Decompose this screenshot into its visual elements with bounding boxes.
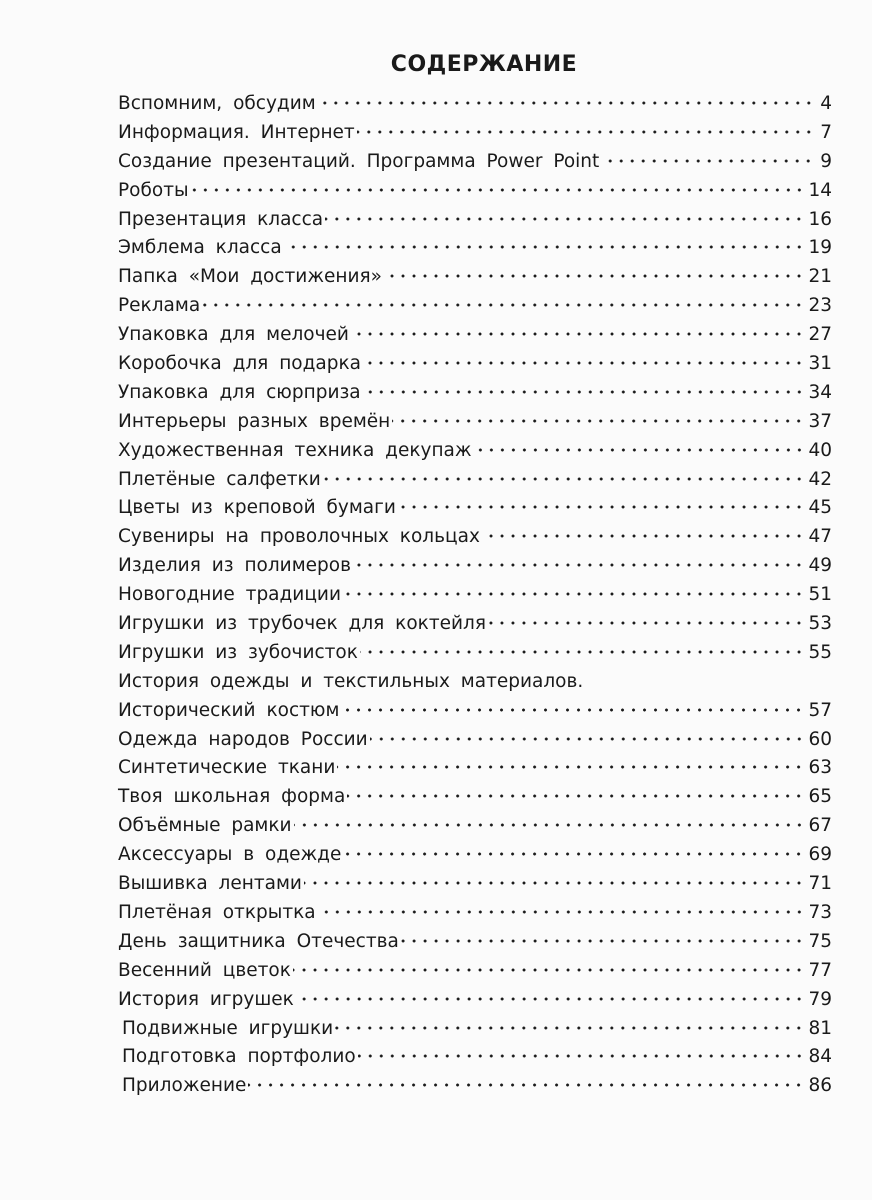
- toc-entry-page-number: 77: [808, 959, 832, 981]
- toc-entry: [118, 957, 832, 986]
- toc-entry-page-number: 63: [808, 757, 832, 779]
- toc-entry-page-number: 27: [808, 324, 832, 346]
- toc-entry: [118, 437, 832, 466]
- toc-entry-label: Исторический костюм: [118, 699, 340, 721]
- toc-entry-label: Синтетические ткани: [118, 757, 336, 779]
- toc-entry-label: Эмблема класса: [118, 237, 282, 259]
- toc-entry-label: Игрушки из зубочисток: [118, 641, 358, 663]
- toc-entry-page-number: 69: [808, 844, 832, 866]
- toc-entry-page-number: 9: [820, 150, 832, 172]
- toc-entry-label: Упаковка для мелочей: [118, 324, 349, 346]
- toc-entry: [118, 668, 832, 697]
- toc-entry: [118, 292, 832, 321]
- dot-leader: [284, 245, 805, 249]
- toc-entry: [118, 552, 832, 581]
- toc-entry-label: Плетёные салфетки: [118, 468, 321, 490]
- toc-entry: [118, 754, 832, 783]
- dot-leader: [248, 1083, 804, 1087]
- dot-leader: [294, 823, 805, 827]
- toc-entry-page-number: 53: [808, 613, 832, 635]
- page-title: СОДЕРЖАНИЕ: [390, 52, 578, 77]
- toc-entry-page-number: 14: [808, 179, 832, 201]
- toc-entry-page-number: 86: [808, 1075, 832, 1097]
- dot-leader: [488, 621, 804, 625]
- toc-entry-label: Реклама: [118, 295, 201, 317]
- toc-entry: [118, 726, 832, 755]
- toc-entry: [118, 899, 832, 928]
- toc-entry: [118, 610, 832, 639]
- toc-entry-page-number: 75: [808, 930, 832, 952]
- toc-entry: [118, 581, 832, 610]
- toc-entry: [118, 321, 832, 350]
- toc-entry-page-number: 47: [808, 526, 832, 548]
- toc-entry-label: Коробочка для подарка: [118, 353, 361, 375]
- toc-entry: [118, 494, 832, 523]
- toc-entry-page-number: 23: [808, 295, 832, 317]
- dot-leader: [347, 794, 804, 798]
- toc-entry-page-number: 79: [808, 988, 832, 1010]
- dot-leader: [363, 361, 804, 365]
- toc-entry-label: Создание презентаций. Программа Power Point: [118, 150, 600, 172]
- toc-entry: [118, 928, 832, 957]
- toc-entry-page-number: 60: [808, 728, 832, 750]
- toc-entry: [118, 812, 832, 841]
- dot-leader: [392, 419, 804, 423]
- dot-leader: [304, 881, 805, 885]
- toc-entry: [118, 263, 832, 292]
- toc-entry: [118, 206, 832, 235]
- dot-leader: [358, 1054, 805, 1058]
- dot-leader: [325, 217, 804, 221]
- toc-entry-label: Художественная техника декупаж: [118, 439, 472, 461]
- toc-entry: [118, 177, 832, 206]
- toc-entry-label: Твоя школьная форма: [118, 786, 346, 808]
- toc-entry-label: Приложение: [122, 1075, 247, 1097]
- toc-entry-page-number: 51: [808, 584, 832, 606]
- toc-entry-page-number: 71: [808, 873, 832, 895]
- dot-leader: [293, 968, 805, 972]
- dot-leader: [343, 592, 804, 596]
- dot-leader: [384, 274, 805, 278]
- dot-leader: [401, 939, 805, 943]
- toc-entry-page-number: 45: [808, 497, 832, 519]
- toc-entry-label: Одежда народов России: [118, 728, 368, 750]
- toc-entry: [118, 841, 832, 870]
- toc-entry-page-number: 55: [808, 641, 832, 663]
- toc-entry-label: Подготовка портфолио: [122, 1046, 356, 1068]
- toc-entry-page-number: 49: [808, 555, 832, 577]
- toc-entry-label: Упаковка для сюрприза: [118, 381, 361, 403]
- toc-entry-label: Презентация класса: [118, 208, 324, 230]
- toc-entry-page-number: 73: [808, 901, 832, 923]
- toc-entry: [118, 523, 832, 552]
- toc-entry-page-number: 42: [808, 468, 832, 490]
- toc-entry-page-number: 19: [808, 237, 832, 259]
- toc-entry: [118, 1015, 832, 1044]
- toc-entry-label: Новогодние традиции: [118, 584, 341, 606]
- toc-entry-page-number: 21: [808, 266, 832, 288]
- toc-entry-label: Плетёная открытка: [118, 901, 316, 923]
- toc-entry: [118, 234, 832, 263]
- dot-leader: [363, 390, 805, 394]
- toc-entry-label: Вышивка лентами: [118, 873, 302, 895]
- toc-entry-label: Интерьеры разных времён: [118, 410, 391, 432]
- toc-entry-page-number: 34: [808, 381, 832, 403]
- toc-entry: [118, 148, 832, 177]
- dot-leader: [191, 188, 805, 192]
- dot-leader: [482, 534, 805, 538]
- toc-entry-label: Информация. Интернет: [118, 121, 355, 143]
- dot-leader: [474, 448, 805, 452]
- table-of-contents: [118, 90, 832, 1101]
- toc-entry-label: Изделия из полимеров: [118, 555, 352, 577]
- toc-entry-label: История игрушек: [118, 988, 294, 1010]
- toc-entry: [118, 639, 832, 668]
- dot-leader: [370, 737, 805, 741]
- toc-entry-page-number: 81: [808, 1017, 832, 1039]
- dot-leader: [335, 1026, 804, 1030]
- toc-entry-page-number: 7: [820, 121, 832, 143]
- toc-entry: [118, 783, 832, 812]
- toc-entry-page-number: 4: [820, 93, 832, 114]
- toc-entry-label: Вспомним, обсудим: [118, 93, 316, 114]
- toc-entry-label: История одежды и текстильных материалов.: [118, 670, 584, 692]
- dot-leader: [296, 997, 805, 1001]
- toc-entry-label: Объёмные рамки: [118, 815, 292, 837]
- dot-leader: [351, 332, 805, 336]
- toc-entry-label: Сувениры на проволочных кольцах: [118, 526, 480, 548]
- toc-entry: [118, 90, 832, 119]
- toc-entry-page-number: 57: [808, 699, 832, 721]
- toc-entry-page-number: 40: [808, 439, 832, 461]
- dot-leader: [360, 650, 805, 654]
- toc-entry: [118, 466, 832, 495]
- dot-leader: [318, 910, 805, 914]
- toc-entry-page-number: 84: [808, 1046, 832, 1068]
- dot-leader: [357, 130, 814, 134]
- toc-entry-label: День защитника Отечества: [118, 930, 399, 952]
- toc-entry: [118, 119, 832, 148]
- toc-entry-page-number: 67: [808, 815, 832, 837]
- toc-entry: [118, 870, 832, 899]
- dot-leader: [341, 708, 804, 712]
- toc-entry-label: Роботы: [118, 179, 189, 201]
- dot-leader: [601, 159, 814, 163]
- toc-entry-label: Весенний цветок: [118, 959, 291, 981]
- dot-leader: [353, 563, 804, 567]
- toc-entry-page-number: 65: [808, 786, 832, 808]
- toc-entry-label: Цветы из креповой бумаги: [118, 497, 396, 519]
- dot-leader: [337, 765, 804, 769]
- toc-entry-page-number: 31: [808, 353, 832, 375]
- toc-entry: [118, 697, 832, 726]
- toc-entry-label: Аксессуары в одежде: [118, 844, 342, 866]
- toc-entry-page-number: 16: [808, 208, 832, 230]
- toc-entry-label: Папка «Мои достижения»: [118, 266, 382, 288]
- dot-leader: [343, 852, 804, 856]
- toc-entry: [118, 986, 832, 1015]
- toc-entry: [118, 408, 832, 437]
- dot-leader: [318, 101, 814, 105]
- dot-leader: [398, 505, 805, 509]
- toc-entry-page-number: 37: [808, 410, 832, 432]
- toc-entry: [118, 379, 832, 408]
- toc-entry: [118, 350, 832, 379]
- dot-leader: [202, 303, 804, 307]
- toc-entry: [118, 1043, 832, 1072]
- toc-entry-label: Игрушки из трубочек для коктейля: [118, 613, 486, 635]
- dot-leader: [323, 477, 805, 481]
- toc-entry-label: Подвижные игрушки: [122, 1017, 334, 1039]
- toc-entry: [118, 1072, 832, 1101]
